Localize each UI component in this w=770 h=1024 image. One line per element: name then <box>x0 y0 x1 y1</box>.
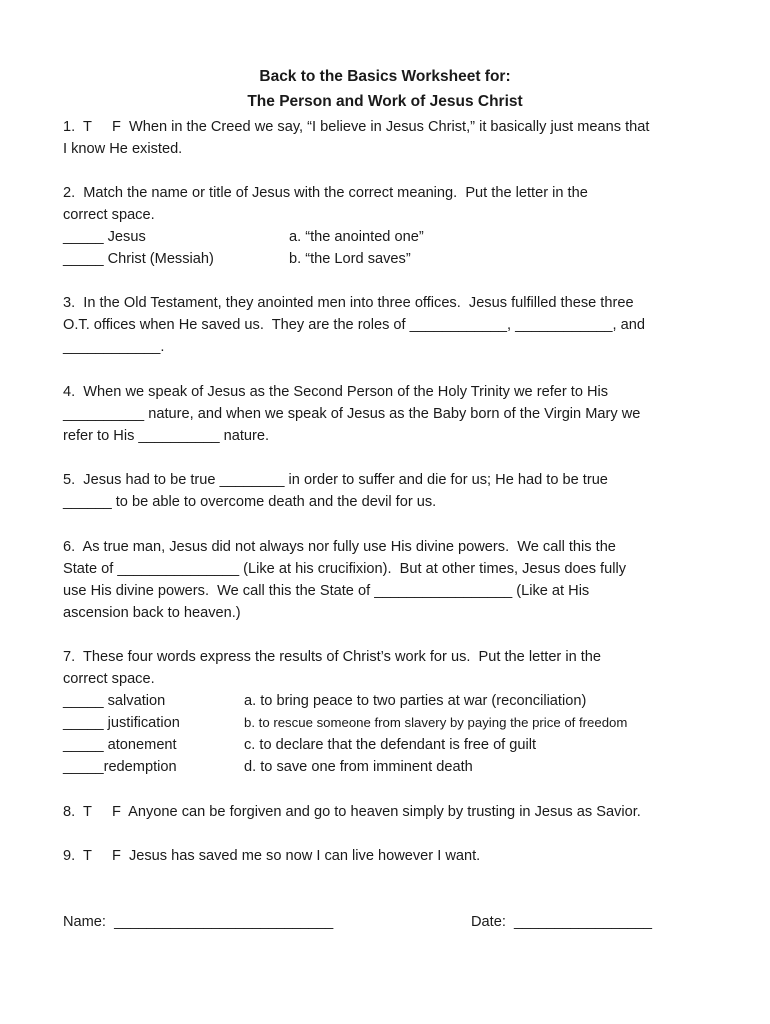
match-item-jesus: _____ Jesus <box>63 229 146 245</box>
name-field-label: Name: ___________________________ <box>63 914 334 930</box>
question-1-line1: 1. T F When in the Creed we say, “I believe in Jesus Christ,” it basically just means that <box>63 119 650 135</box>
question-8: 8. T F Anyone can be forgiven and go to heaven simply by trusting in Jesus as Savior. <box>63 804 641 820</box>
question-2-line2: correct space. <box>63 207 155 223</box>
result-item-justification: _____ justification <box>63 715 180 731</box>
question-4-line3: refer to His __________ nature. <box>63 428 270 444</box>
question-3-line1: 3. In the Old Testament, they anointed men into three offices. Jesus fulfilled these three <box>63 295 634 311</box>
result-item-salvation: _____ salvation <box>63 693 166 709</box>
question-6-line3: use His divine powers. We call this the State of _________________ (Like at His <box>63 583 590 599</box>
result-meaning-a: a. to bring peace to two parties at war (reconciliation) <box>244 693 587 709</box>
result-item-atonement: _____ atonement <box>63 737 177 753</box>
worksheet-title-line2: The Person and Work of Jesus Christ <box>247 93 523 110</box>
question-4-line1: 4. When we speak of Jesus as the Second Person of the Holy Trinity we refer to His <box>63 384 609 400</box>
question-9: 9. T F Jesus has saved me so now I can live however I want. <box>63 848 481 864</box>
question-1-line2: I know He existed. <box>63 141 183 157</box>
question-3-line2: O.T. offices when He saved us. They are the roles of ____________, ____________, and <box>63 317 646 333</box>
result-meaning-d: d. to save one from imminent death <box>244 759 473 775</box>
question-2-line1: 2. Match the name or title of Jesus with the correct meaning. Put the letter in the <box>63 185 588 201</box>
result-meaning-c: c. to declare that the defendant is free of guilt <box>244 737 537 753</box>
result-item-redemption: _____redemption <box>63 759 177 775</box>
question-7-line1: 7. These four words express the results of Christ’s work for us. Put the letter in the <box>63 649 602 665</box>
question-5-line1: 5. Jesus had to be true ________ in order to suffer and die for us; He had to be true <box>63 472 608 488</box>
question-4-line2: __________ nature, and when we speak of Jesus as the Baby born of the Virgin Mary we <box>63 406 641 422</box>
question-6-line4: ascension back to heaven.) <box>63 605 241 621</box>
worksheet-title-line1: Back to the Basics Worksheet for: <box>259 68 511 85</box>
match-meaning-b: b. “the Lord saves” <box>289 251 411 267</box>
question-6-line2: State of _______________ (Like at his crucifixion). But at other times, Jesus does fully <box>63 561 626 577</box>
result-meaning-b: b. to rescue someone from slavery by paying the price of freedom <box>244 715 628 730</box>
date-field-label: Date: _________________ <box>471 914 652 930</box>
question-7-line2: correct space. <box>63 671 155 687</box>
question-6-line1: 6. As true man, Jesus did not always nor fully use His divine powers. We call this the <box>63 539 616 555</box>
match-meaning-a: a. “the anointed one” <box>289 229 424 245</box>
question-3-line3: ____________. <box>63 339 165 355</box>
match-item-christ: _____ Christ (Messiah) <box>63 251 214 267</box>
question-5-line2: ______ to be able to overcome death and the devil for us. <box>63 494 437 510</box>
